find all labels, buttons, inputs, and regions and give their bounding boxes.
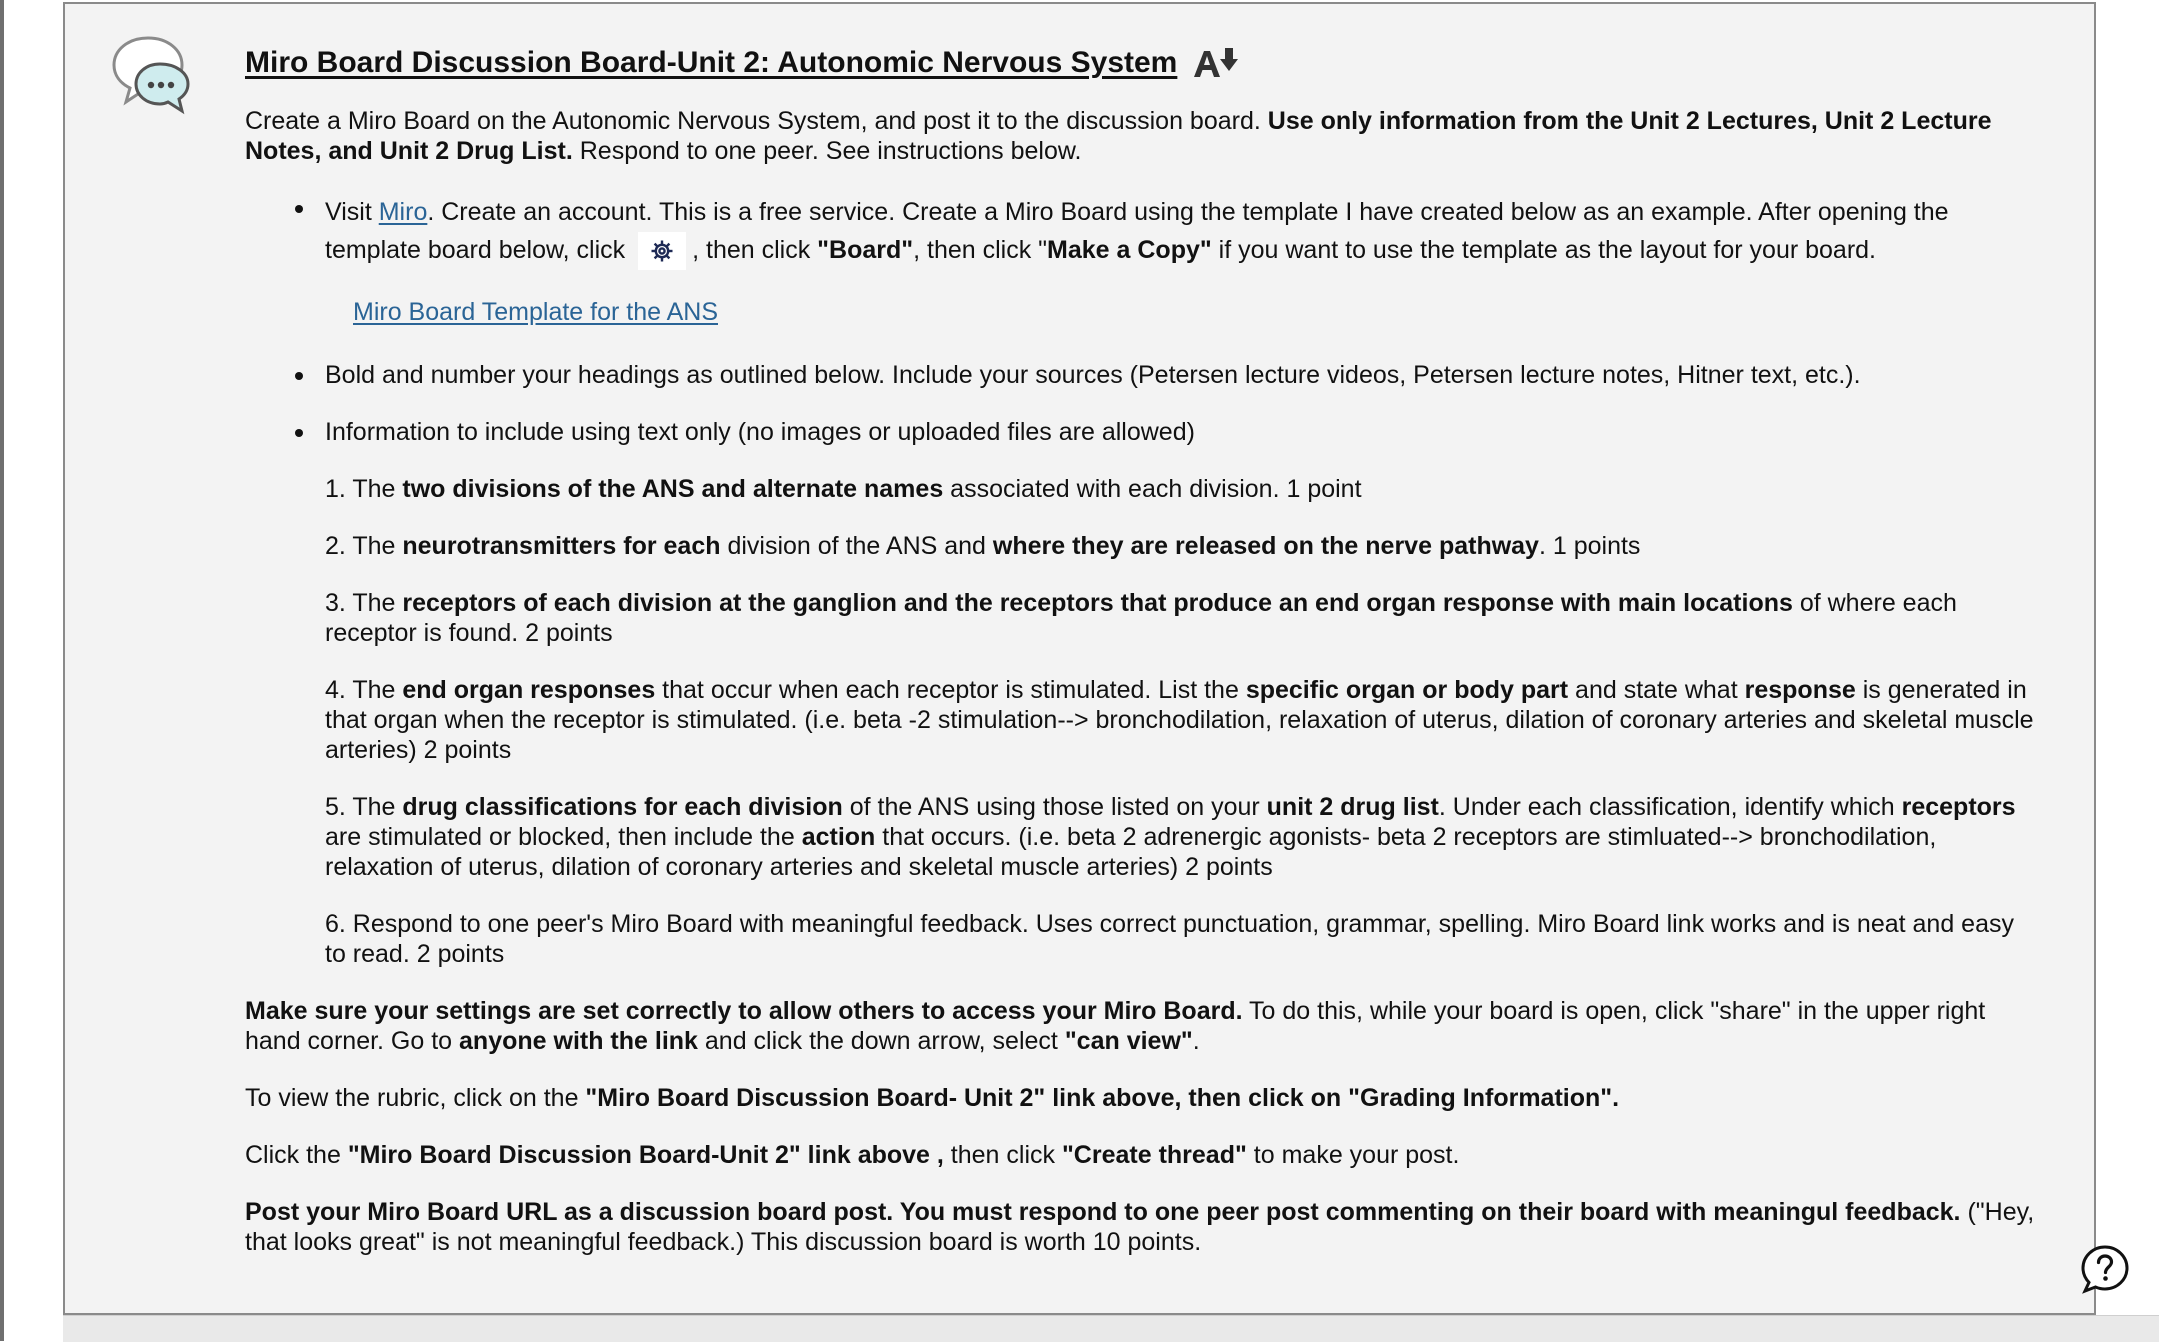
create-thread-paragraph: Click the "Miro Board Discussion Board-Unit 2" link above , then click "Create thread" to make your post. xyxy=(245,1141,1460,1170)
alternative-formats-icon[interactable] xyxy=(1191,45,1241,81)
discussion-content xyxy=(245,38,2035,1257)
item-3: 3. The receptors of each division at the ganglion and the receptors that produce an end organ response with main locations of where each receptor is found. 2 points xyxy=(325,589,1957,648)
discussion-icon xyxy=(110,34,192,120)
item-4: 4. The end organ responses that occur when each receptor is stimulated. List the specific organ or body part and state what response is generated in that organ when the receptor is stimulated. (i.e. beta -2 stimulation--> bronchodilation, relaxation of uterus, dilation of coronary arteries and skeletal muscle arteries) 2 points xyxy=(325,676,2034,765)
item-6: 6. Respond to one peer's Miro Board with meaningful feedback. Uses correct punctuation, grammar, spelling. Miro Board link works and is neat and easy to read. 2 points xyxy=(325,910,2014,969)
post-paragraph: Post your Miro Board URL as a discussion board post. You must respond to one peer post commenting on their board with meaningul feedback. ("Hey, that looks great" is not meaningful feedback.) This discussion board is worth 10 points. xyxy=(245,1198,2035,1257)
help-icon[interactable] xyxy=(2080,1244,2130,1294)
discussion-title-link[interactable]: Miro Board Discussion Board-Unit 2: Autonomic Nervous System xyxy=(245,46,1178,79)
template-link[interactable]: Miro Board Template for the ANS xyxy=(353,298,718,327)
bullet-visit-miro: Visit Miro. Create an account. This is a free service. Create a Miro Board using the template I have created below as an example. After opening the template board below, click , then click "Board", then click "Make a Copy" if you want to use the template as the layout for your board. xyxy=(245,193,2035,270)
window-edge xyxy=(0,0,4,1341)
gear-icon xyxy=(638,232,686,270)
intro-paragraph: Create a Miro Board on the Autonomic Nervous System, and post it to the discussion board. Use only information from the Unit 2 Lectures, Unit 2 Lecture Notes, and Unit 2 Drug List. Respond to one peer. See instructions below. xyxy=(245,107,1992,165)
item-2: 2. The neurotransmitters for each division of the ANS and where they are released on the nerve pathway. 1 points xyxy=(325,532,1641,561)
miro-link[interactable]: Miro xyxy=(378,198,428,226)
item-5: 5. The drug classifications for each division of the ANS using those listed on your unit 2 drug list. Under each classification, identify which receptors are stimulated or blocked, then include the action that occurs. (i.e. beta 2 adrenergic agonists- beta 2 receptors are stimluated--> bronchodilation, relaxation of uterus, dilation of coronary arteries and skeletal muscle arteries) 2 points xyxy=(325,793,2016,882)
settings-paragraph: Make sure your settings are set correctly to allow others to access your Miro Board. To do this, while your board is open, click "share" in the upper right hand corner. Go to anyone with the link and click the down arrow, select "can view". xyxy=(245,997,1986,1056)
bottom-strip xyxy=(63,1315,2159,1342)
item-1: 1. The two divisions of the ANS and alternate names associated with each division. 1 point xyxy=(325,475,1362,504)
bullet-headings: Bold and number your headings as outlined below. Include your sources (Petersen lecture videos, Petersen lecture notes, Hitner text, etc.). xyxy=(245,360,2035,390)
rubric-paragraph: To view the rubric, click on the "Miro Board Discussion Board- Unit 2" link above, then click on "Grading Information". xyxy=(245,1084,1620,1113)
bullet-text-only: Information to include using text only (no images or uploaded files are allowed) xyxy=(245,417,2035,447)
